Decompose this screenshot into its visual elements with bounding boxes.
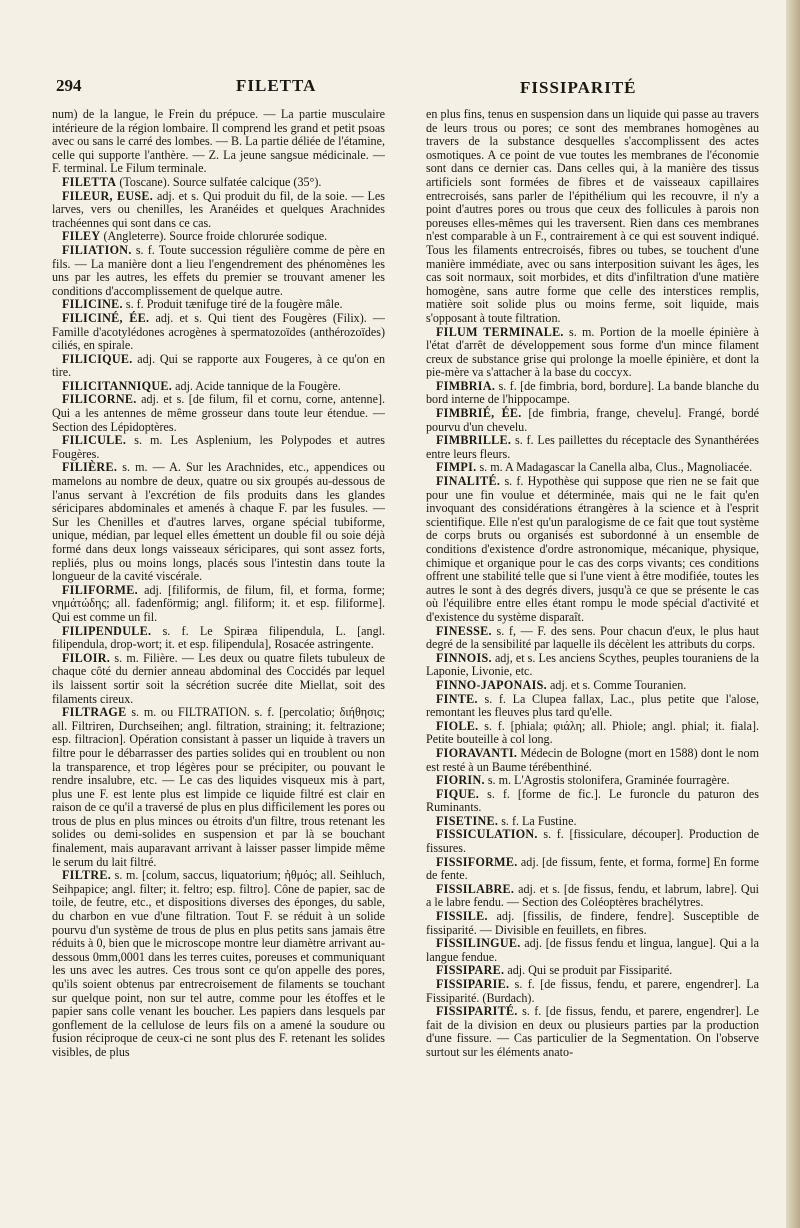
entry-text: s. f. Les paillettes du réceptacle des Synanthérées entre leurs fleurs. [426,433,759,461]
entry-text: adj. et s. [de fissus, fendu, et labrum, labre]. Qui a le labre fendu. — Section des Coléoptères brachélytres. [426,881,759,910]
entry-text: adj. [fissilis, de findere, fendre]. Susceptible de fissiparité. — Divisible en feuillets, en fibres. [426,909,759,937]
dictionary-entry [426,978,759,1005]
entry-text: s. f. Toute succession régulière comme de père en fils. — La manière dont a lieu l'engendrement des phénomènes les uns par les autres, les effets du premier se trouvant amener les conditions d'accomplissement de quelque autre. [52,242,385,298]
entry-text: adj. [de fissum, fente, et forma, forme] En forme de fente. [426,854,759,883]
entry-headword: FILEUR, EUSE. [62,188,154,203]
dictionary-entry [426,883,759,910]
page-spine-shadow [786,0,800,1228]
dictionary-entry [52,298,385,312]
dictionary-entry [426,720,759,747]
entry-text: s. f. Hypothèse qui suppose que rien ne se fait que pour une fin voulue et déterminée, mais qui ne le fait qu'en invoquant des considérations étrangères à la science et à l'esprit scientifique. Elle n'est qu'un paralogisme de ce fait que tout système de corps bruts ou organisés est subordonné à un ensemble de conditions d'existence d'ordre astronomique, mécanique, physique, chimique et organique pour le cas des corps vivants; ces conditions offrent une stabilité telle que si l'une vient à être modifiée, toutes les autres le sont à des degrés divers, jusqu'à ce que se présente le cas où l'équilibre entre elles étant rompu le mode spécial d'activité et d'existence du système disparaît. [426,474,759,624]
entry-text: (Angleterre). Source froide chlorurée sodique. [103,229,328,244]
entry-headword: FINESSE. [436,623,492,638]
entry-text: s. m. ou FILTRATION. s. f. [percolatio; διήθησις; all. Filtriren, Durchseihen; angl. filtration, straining; it. feltrazione; esp. filtracion]. Opération consistant à passer un liquide à travers un filtre pour le débarrasser des parties solides qui en troublent ou non la transparence, et trop légères pour se précipiter, ou pouvant le rendre insalubre, etc. — Le cas des liquides visqueux mis à part, plus une F. est lente plus est limpide ce liquide filtré est clair en raison de ce qu'il a traversé de plus en plus difficilement les pores ou trous de plus en plus minces ou étroits d'un filtre, trous retenant les solides ou demi-solides en suspension et par là se bouchant finalement, mais auparavant arrivant à laisser passer limpide même le serum du lait filtré. [52,705,385,869]
entry-headword: FINALITÉ. [436,474,501,489]
entry-headword: FILIFORME. [62,582,138,597]
entry-text: s. f. [de fissus, fendu, et parere, engendrer]. Le fait de la division en deux ou plusieurs parties par la production d'une fissure. — Cas particulier de la Segmentation. On l'observe surtout sur les éléments anato- [426,1004,759,1059]
entry-headword: FINNOIS. [436,650,492,665]
entry-headword: FISSIPARITÉ. [436,1004,518,1019]
left-column [52,108,385,1213]
entry-text: adj. Acide tannique de la Fougère. [175,378,341,393]
dictionary-entry [52,353,385,380]
entry-headword: FISSIFORME. [436,854,518,869]
entry-text: s. f. [fissiculare, découper]. Production de fissures. [426,827,759,856]
entry-text: adj, et s. Les anciens Scythes, peuples touraniens de la Laponie, Livonie, etc. [426,650,759,679]
entry-headword: FISETINE. [436,813,499,828]
page-header [56,76,746,100]
dictionary-entry [426,1005,759,1059]
dictionary-entry [52,176,385,190]
entry-text: s. m. Les Asplenium, les Polypodes et autres Fougères. [52,433,385,461]
running-head-right: FISSIPARITÉ [520,78,637,97]
entry-text: s. f. Produit tænifuge tiré de la fougère mâle. [125,297,343,312]
dictionary-entry [52,652,385,706]
entry-text: adj. [filiformis, de filum, fil, et forma, forme; νημάτώδης; all. fadenförmig; angl. filiform; it. et esp. filiforme]. Qui est comme un fil. [52,582,385,624]
entry-text: adj. Qui se produit par Fissiparité. [507,963,673,978]
entry-text: adj. et s. Qui tient des Fougères (Filix). — Famille d'acotylédones acrogènes à spermatozoïdes (anthérozoïdes) ciliés, en spirale. [52,310,385,353]
entry-text: s. m. L'Agrostis stolonifera, Graminée fourragère. [487,773,730,788]
dictionary-entry [426,475,759,625]
dictionary-entry [426,815,759,829]
dictionary-entry [52,244,385,298]
dictionary-entry [52,706,385,869]
entry-text: s. m. [colum, saccus, liquatorium; ἠθμός; all. Seihluch, Seihpapice; angl. filter; it. feltro; esp. filtro]. Cône de papier, sac de toile, de feutre, etc., et dispositions diverses des éponges, du sable, du charbon en vue d'une filtration. Tout F. se réduit à un solide pourvu d'un système de trous de plus en plus petits sans jamais être réduits à 0, bien que le microscope montre leur diamètre arrivant au-dessous 0mm,0001 dans les terres cuites, poreuses et communiquant les uns avec les autres. Ces trous sont ce qu'on appelle des pores, qu'ils soient obtenus par entrecroisement de filaments se touchant sur quelque point, non sur tel autre, comme pour les étoffes et le papier sans colle venant les boucher. Les papiers dans lesquels par gonflement de la cellulose de leurs fils on a amené la soudure ou fusion réciproque de ceux-ci ne sont plus des F. retenant les solides visibles, de plus [52,868,385,1059]
entry-text: s. m. — A. Sur les Arachnides, etc., appendices ou mamelons au nombre de deux, quatre ou six groupés au-dessous de l'anus servant à l'excrétion de fils produits dans les glandes séricipares abdominales et amenés à chaque F. par les fusules. — Sur les Chenilles et d'autres larves, organe spécial tubiforme, unique, médian, par lequel elles émettent un double fil ou soie déjà formé dans deux longs vaisseaux séricipares, qui sont assez forts, repliés, plus ou moins longs, placés sous l'intestin dans toute la longueur de la cavité viscérale. [52,460,385,584]
entry-text: s. f. La Clupea fallax, Lac., plus petite que l'alose, remontant les fleuves plus tard qu'elle. [426,691,759,720]
dictionary-entry [426,937,759,964]
dictionary-entry [426,434,759,461]
entry-headword: FISSILINGUE. [436,936,521,951]
entry-headword: FILUM TERMINALE. [436,324,564,339]
entry-text: [de fimbria, frange, chevelu]. Frangé, bordé pourvu d'un chevelu. [426,406,759,434]
entry-text: s. f. [de fimbria, bord, bordure]. La bande blanche du bord interne de l'hippocampe. [426,378,759,407]
entry-headword: FILIATION. [62,242,132,257]
entry-headword: FILICITANNIQUE. [62,378,173,393]
dictionary-entry [426,828,759,855]
dictionary-entry [426,407,759,434]
dictionary-entry [52,230,385,244]
entry-headword: FILICULE. [62,433,127,448]
dictionary-entry [426,964,759,978]
entry-headword: FINTE. [436,691,478,706]
entry-headword: FILICINE. [62,297,123,312]
dictionary-entry [426,380,759,407]
entry-text: en plus fins, tenus en suspension dans un liquide qui passe au travers de leurs trous ou pores; ce sont des membranes homogènes au travers de la substance desquelles s'accomplissent des actes osmotiques. A ce point de vue toutes les membranes de l'économie sont dans ce dernier cas. Dans celles qui, à la manière des tissus artificiels sont formées de fibres et de vaisseaux capillaires entrecroisés, sans parler de l'épithélium qui les recouvre, il n'y a point d'autres pores ou trous que ceux des follicules à parois non poreuses elles-mêmes qui les traversent. Rien dans ces membranes n'est comparable à un F., contrairement à ce qui est souvent indiqué. Tous les filaments entrecroisés, fibres ou tubes, se touchent d'une manière immédiate, avec ou sans interposition suivant les âges, les cas soit normaux, soit morbides, et dits d'infiltration d'une matière homogène, sans autre forme que celle des interstices remplis, matière soit solide plus ou moins ferme, soit liquide, mais s'opposant à toute filtration. [426,108,759,325]
entry-headword: FINNO-JAPONAIS. [436,677,547,692]
dictionary-entry [52,625,385,652]
entry-text: s. f. [phiala; φιάλη; all. Phiole; angl. phial; it. fiala]. Petite bouteille à col long. [426,718,759,747]
dictionary-entry [426,788,759,815]
right-column [426,108,759,1213]
dictionary-entry [426,326,759,380]
entry-text: Médecin de Bologne (mort en 1588) dont le nom est resté à un Baume térébenthiné. [426,745,759,774]
dictionary-entry [52,869,385,1059]
entry-text: s. f. Le Spiræa filipendula, L. [angl. filipendula, drop-wort; it. et esp. filipendula], Rosacée astringente. [52,623,385,652]
dictionary-entry [426,625,759,652]
dictionary-entry [426,747,759,774]
entry-text: s. m. A Madagascar la Canella alba, Clus., Magnoliacée. [479,460,753,475]
entry-headword: FISSIPARIE. [436,977,510,991]
entry-text: s. f. La Fustine. [501,813,577,828]
entry-headword: FILICIQUE. [62,351,133,366]
entry-text: adj. et s. Comme Touranien. [550,677,687,692]
entry-headword: FILTRAGE [62,705,127,720]
entry-text: s. f, — F. des sens. Pour chacun d'eux, le plus haut degré de la sensibilité par laquelle ils décèlent les attributs du corps. [426,623,759,652]
entry-text: s. m. Portion de la moelle épinière à l'état d'arrêt de développement sous forme d'un mince filament creux de substance grise qui prolonge la moelle épinière, et dont la pie-mère va s'attacher à la base du coccyx. [426,324,759,380]
entry-headword: FILTRE. [62,868,112,883]
dictionary-entry [426,856,759,883]
entry-headword: FIOLE. [436,718,479,733]
entry-headword: FISSILABRE. [436,881,515,896]
entry-headword: FILICORNE. [62,392,137,407]
entry-headword: FIMBRIÉ, ÉE. [436,406,522,421]
entry-text: num) de la langue, le Frein du prépuce. — La partie musculaire intérieure de la région lombaire. Il comprend les grand et petit psoas avec ou sans le carré des lombes. — B. La partie déliée de l'étamine, celle qui supporte l'anthère. — Z. La jeune sangsue médicinale. — F. terminal. Le Filum terminale. [52,108,385,176]
entry-text: adj. et s. [de filum, fil et cornu, corne, antenne]. Qui a les antennes de même grosseur dans toute leur étendue. — Section des Lépidoptères. [52,392,385,434]
entry-headword: FISSILE. [436,909,488,924]
dictionary-entry [52,434,385,461]
entry-headword: FISSIPARE. [436,963,505,978]
dictionary-entry [52,312,385,353]
dictionary-entry [52,380,385,394]
entry-headword: FIMBRILLE. [436,433,512,448]
entry-headword: FILOIR. [62,650,111,665]
entry-text: s. f. [forme de fic.]. Le furoncle du paturon des Ruminants. [426,786,759,815]
entry-headword: FIMPI. [436,460,477,475]
dictionary-entry [426,461,759,475]
dictionary-entry [426,652,759,679]
entry-headword: FIORIN. [436,773,485,788]
entry-text: adj. et s. Qui produit du fil, de la soie. — Les larves, vers ou chenilles, les Aranéides et quelques Arachnides trachéennes qui sont dans ce cas. [52,188,385,230]
entry-headword: FILIÈRE. [62,460,118,475]
dictionary-entry [52,108,385,176]
dictionary-entry [426,774,759,788]
entry-headword: FIMBRIA. [436,378,496,393]
page-number: 294 [56,76,82,95]
dictionary-entry [426,910,759,937]
dictionary-entry [52,393,385,434]
entry-text: adj. Qui se rapporte aux Fougeres, à ce qu'on en tire. [52,351,385,380]
entry-headword: FILICINÉ, ÉE. [62,310,150,325]
dictionary-entry [426,108,759,326]
entry-text: (Toscane). Source sulfatée calcique (35°). [119,174,322,189]
entry-headword: FIORAVANTI. [436,745,518,760]
dictionary-entry [52,190,385,231]
entry-text: adj. [de fissus fendu et lingua, langue]. Qui a la langue fendue. [426,936,759,964]
entry-headword: FISSICULATION. [436,827,538,842]
dictionary-entry [52,461,385,583]
entry-headword: FILIPENDULE. [62,623,152,638]
entry-text: s. f. [de fissus, fendu, et parere, engendrer]. La Fissiparité. (Burdach). [426,977,759,1005]
entry-headword: FILEY [62,229,101,244]
dictionary-entry [426,679,759,693]
entry-headword: FILETTA [62,174,117,189]
dictionary-entry [52,584,385,625]
entry-text: s. m. Filière. — Les deux ou quatre filets tubuleux de chaque côté du dernier anneau abdominal des Coccidés par lequel ils laissent sortir soit la sécrétion sucrée dite Miellat, soit des filaments cireux. [52,650,385,706]
dictionary-entry [426,693,759,720]
running-head-left: FILETTA [236,76,317,95]
entry-headword: FIQUE. [436,786,480,801]
